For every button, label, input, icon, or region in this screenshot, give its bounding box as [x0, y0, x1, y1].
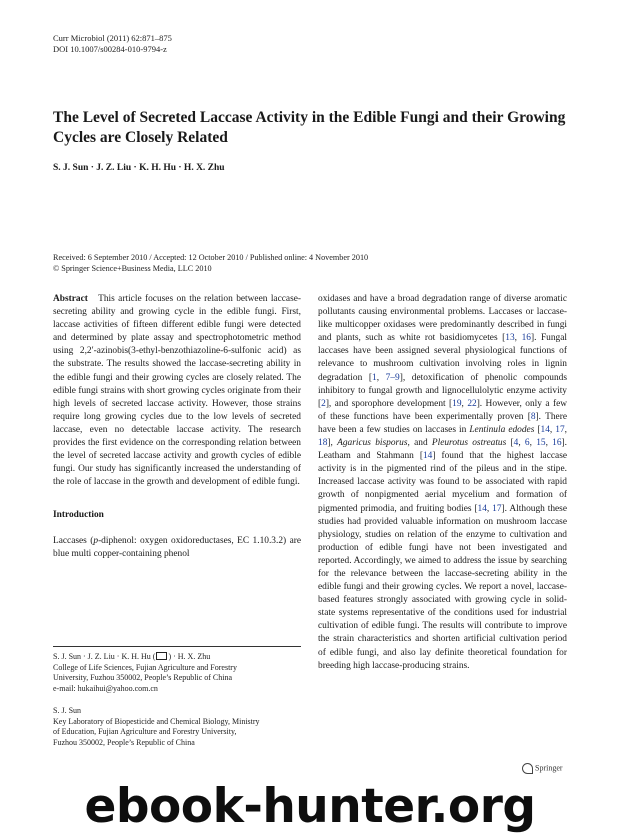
body-text: , [518, 438, 525, 449]
introduction-continued [318, 293, 567, 673]
publication-dates [53, 252, 368, 274]
reference-link-4[interactable]: 4 [513, 438, 519, 449]
introduction-heading: Introduction [53, 510, 104, 521]
reference-link-14[interactable]: 14 [422, 451, 433, 462]
journal-doi: DOI 10.1007/s00284-010-9794-z [53, 44, 167, 54]
copyright-line: © Springer Science+Business Media, LLC 2010 [53, 264, 212, 273]
publisher-logo [522, 763, 563, 774]
reference-link-8[interactable]: 8 [530, 411, 536, 422]
reference-link-17[interactable]: 17 [555, 424, 565, 435]
abstract-heading: Abstract [53, 294, 88, 304]
journal-header [53, 33, 172, 55]
abstract-text: This article focuses on the relation between laccase-secreting ability and growing cycle in the edible fungi. First, laccase activities of fifteen different edible fungi were detected and determined by plate assay and spectrophotometric method using 2,2′-azinobis(3-ethyl-benzothiazoline-6-sulfonic acid) as the substrate. The results showed the laccase-secreting ability in the edible fungi and their growing cycles are closely related. The edible fungi strains with short growing cycles originate from their high levels of secreted laccase activity. However, those strains require long growing cycles due to the low levels of secreted laccase, even no detectable laccase activity. The research provides the first evidence on the corresponding relation between the level of secreted laccase activity and growth cycles of edible fungi. Our study has significantly increased the understanding of the role of laccase in the growth and development of edible fungi. [53, 294, 302, 488]
affiliation-2 [53, 706, 301, 748]
reference-link-7-9[interactable]: 7–9 [385, 372, 400, 383]
body-text: ], and sporophore development [ [325, 398, 453, 409]
affiliation-line: University, Fuzhou 350002, People’s Republic of China [53, 673, 233, 682]
intro-text-b: -diphenol: oxygen oxidoreductases, EC 1.10.3.2) are blue multi copper-containing phenol [53, 535, 302, 559]
body-text: , [549, 424, 556, 435]
reference-link-14[interactable]: 14 [477, 503, 487, 514]
affiliation-text: S. J. Sun · J. Z. Liu · K. H. Hu ( [53, 652, 156, 661]
reference-link-19[interactable]: 19 [452, 398, 462, 409]
body-text: , [461, 398, 468, 409]
reference-link-6[interactable]: 6 [524, 438, 530, 449]
affiliation-line: Fuzhou 350002, People’s Republic of China [53, 737, 195, 747]
body-text: ]. However, only a few of these functions have been experimentally proven [ [318, 398, 567, 422]
watermark-text: ebook-hunter.org [84, 779, 536, 834]
affiliation-line: Key Laboratory of Biopesticide and Chemical Biology, Ministry [53, 716, 260, 726]
affiliation-1 [53, 652, 301, 694]
species-name: Agaricus bisporus [337, 438, 408, 449]
body-text: , and [407, 438, 432, 449]
reference-link-22[interactable]: 22 [467, 398, 477, 409]
reference-link-16[interactable]: 16 [552, 438, 562, 449]
affiliation-author: S. J. Sun [53, 706, 82, 715]
reference-link-18[interactable]: 18 [318, 438, 328, 449]
body-text: , [545, 438, 553, 449]
springer-horse-icon [522, 763, 533, 774]
body-text: , [376, 372, 386, 383]
author-list: S. J. Sun · J. Z. Liu · K. H. Hu · H. X. Zhu [53, 163, 225, 173]
body-text: [ [534, 424, 541, 435]
body-text: oxidases and have a broad degradation range of diverse aromatic pollutants causing environmental problems. Laccases or laccase-like multicopper oxidases were predominantly described in fungi and plants, such as white rot basidiomycetes [ [318, 294, 567, 344]
affiliation-line: of Education, Fujian Agriculture and Forestry University, [53, 727, 237, 736]
body-text: ]. There have been a few studies on laccases in [318, 411, 568, 435]
affiliation-email[interactable]: e-mail: hukaihui@yahoo.com.cn [53, 683, 158, 693]
reference-link-17[interactable]: 17 [492, 503, 502, 514]
journal-citation: Curr Microbiol (2011) 62:871–875 [53, 33, 172, 43]
dates-line: Received: 6 September 2010 / Accepted: 12 October 2010 / Published online: 4 November 2010 [53, 253, 369, 262]
publisher-name: Springer [535, 763, 563, 773]
affiliation-text: ) · H. X. Zhu [168, 652, 211, 661]
affiliation-authors [53, 652, 301, 663]
abstract [53, 293, 301, 489]
body-text: ]. Leatham and Stahmann [ [318, 438, 568, 462]
body-text: [ [506, 438, 514, 449]
reference-link-1[interactable]: 1 [372, 372, 377, 383]
reference-link-2[interactable]: 2 [321, 398, 326, 409]
species-name: Pleurotus ostreatus [431, 438, 507, 449]
body-text: , [514, 333, 522, 344]
body-text: , [564, 424, 568, 435]
reference-link-13[interactable]: 13 [505, 333, 515, 344]
affiliation-line: College of Life Sciences, Fujian Agriculture and Forestry [53, 662, 237, 672]
intro-text-italic: p [93, 535, 99, 546]
body-text: ], [327, 438, 338, 449]
body-text: ] found that the highest laccase activity is in the pigmented rind of the pileus and in the stipe. Increased laccase activity was found to be associated with rapid growth of nonpigmented aerial mycelium and formation of pigmented primodia, and fruiting bodies [ [318, 451, 567, 514]
body-text: ], detoxification of phenolic compounds inhibitory to fungal growth and lignocellulolytic enzyme activity [ [318, 372, 568, 409]
left-column [53, 293, 301, 561]
reference-link-16[interactable]: 16 [521, 333, 531, 344]
introduction-paragraph [53, 535, 301, 561]
body-text: , [529, 438, 537, 449]
reference-link-15[interactable]: 15 [536, 438, 546, 449]
footnote-divider [53, 646, 301, 647]
species-name: Lentinula edodes [469, 424, 535, 435]
envelope-icon [156, 652, 167, 660]
intro-text-a: Laccases ( [53, 535, 94, 546]
reference-link-14[interactable]: 14 [540, 424, 550, 435]
right-column [318, 293, 567, 673]
body-text: ]. Fungal laccases have been assigned several physiological functions of relevance to mushroom cultivation involving roles in lignin degradation [ [318, 333, 568, 383]
body-text: ]. Although these studies had provided valuable information on mushroom laccase physiology, studies on relation of the enzyme to cultivation and production of edible fungi have not been investigated and reported. Accordingly, we aimed to address the issue by searching for the relevance between the laccase-secreting ability in the edible fungi and their growing cycles. We report a novel, laccase-based features strongly associated with growing cycle in solid-state systems representative of the conditions used for industrial cultivation of edible fungi. The results will contribute to improve the strain characteristics and shorten artificial cultivation period of edible fungi, and also lay definite theoretical foundation for breeding high laccase-producing strains. [318, 503, 567, 671]
body-text: , [486, 503, 493, 514]
article-title: The Level of Secreted Laccase Activity in the Edible Fungi and their Growing Cycles are Closely Related [53, 109, 566, 146]
